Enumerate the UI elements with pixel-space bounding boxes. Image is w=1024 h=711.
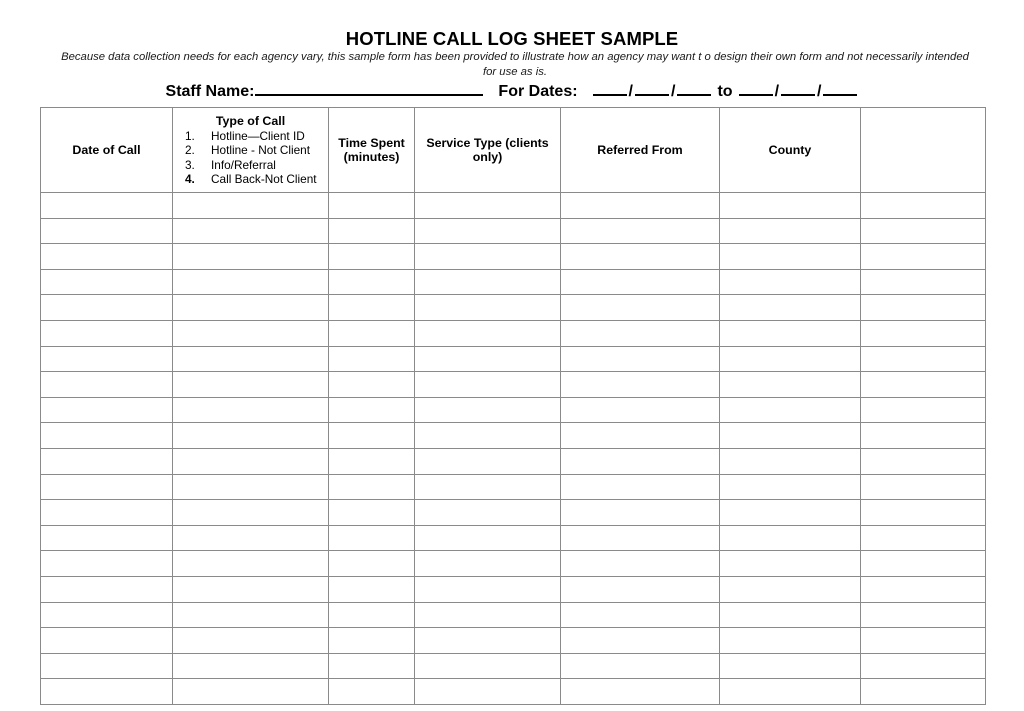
date-range-to-label: to: [717, 83, 733, 100]
column-header-blank: [861, 108, 986, 193]
table-cell-referred_from[interactable]: [561, 269, 720, 295]
type-of-call-option-4: [177, 172, 324, 186]
table-cell-date_of_call[interactable]: [41, 423, 173, 449]
table-cell-time_spent[interactable]: [329, 346, 415, 372]
table-cell-referred_from[interactable]: [561, 397, 720, 423]
date-separator: /: [774, 83, 780, 100]
table-cell-county[interactable]: [720, 628, 861, 654]
table-cell-date_of_call[interactable]: [41, 346, 173, 372]
table-cell-date_of_call[interactable]: [41, 551, 173, 577]
table-cell-date_of_call[interactable]: [41, 218, 173, 244]
page-title: HOTLINE CALL LOG SHEET SAMPLE: [345, 28, 679, 49]
staff-name-label: Staff Name:: [165, 83, 255, 100]
type-of-call-option-2: [177, 143, 324, 157]
table-cell-referred_from[interactable]: [561, 295, 720, 321]
column-header-date-of-call: [41, 108, 173, 193]
table-cell-date_of_call[interactable]: [41, 474, 173, 500]
table-cell-county[interactable]: [720, 295, 861, 321]
option-number: 4.: [185, 171, 195, 186]
date-to-year-input[interactable]: [823, 79, 857, 96]
call-log-table: [40, 107, 986, 705]
table-row: [41, 372, 986, 398]
option-label: Call Back-Not Client: [211, 171, 317, 186]
table-cell-service_type[interactable]: [415, 372, 561, 398]
table-cell-date_of_call[interactable]: [41, 269, 173, 295]
table-cell-service_type[interactable]: [415, 295, 561, 321]
table-cell-type_of_call[interactable]: [173, 628, 329, 654]
table-cell-type_of_call[interactable]: [173, 474, 329, 500]
table-cell-type_of_call[interactable]: [173, 372, 329, 398]
table-cell-date_of_call[interactable]: [41, 679, 173, 705]
table-body: [41, 193, 986, 705]
table-row: [41, 448, 986, 474]
column-header-time-spent: [329, 108, 415, 193]
table-cell-county[interactable]: [720, 244, 861, 270]
option-label: Hotline—Client ID: [211, 129, 305, 144]
table-cell-time_spent[interactable]: [329, 295, 415, 321]
table-cell-type_of_call[interactable]: [173, 448, 329, 474]
table-cell-referred_from[interactable]: [561, 320, 720, 346]
type-of-call-list: [177, 129, 324, 186]
table-cell-referred_from[interactable]: [561, 576, 720, 602]
table-row: [41, 551, 986, 577]
table-cell-service_type[interactable]: [415, 653, 561, 679]
staff-name-input[interactable]: [255, 79, 483, 96]
type-of-call-title: Type of Call: [215, 114, 286, 129]
table-cell-referred_from[interactable]: [561, 423, 720, 449]
table-row: [41, 397, 986, 423]
table-cell-referred_from[interactable]: [561, 346, 720, 372]
option-label: Info/Referral: [211, 157, 276, 172]
table-cell-service_type[interactable]: [415, 679, 561, 705]
for-dates-label: For Dates:: [498, 83, 578, 100]
table-cell-referred_from[interactable]: [561, 193, 720, 219]
table-cell-service_type[interactable]: [415, 397, 561, 423]
column-header-label: Date of Call: [72, 143, 141, 157]
table-row: [41, 193, 986, 219]
table-cell-time_spent[interactable]: [329, 525, 415, 551]
table-cell-time_spent[interactable]: [329, 576, 415, 602]
date-separator: /: [671, 83, 676, 100]
date-from-month-input[interactable]: [593, 79, 627, 96]
table-cell-service_type[interactable]: [415, 576, 561, 602]
table-cell-type_of_call[interactable]: [173, 551, 329, 577]
table-cell-blank[interactable]: [861, 679, 986, 705]
table-cell-service_type[interactable]: [415, 423, 561, 449]
table-cell-type_of_call[interactable]: [173, 653, 329, 679]
table-cell-type_of_call[interactable]: [173, 525, 329, 551]
table-cell-county[interactable]: [720, 474, 861, 500]
table-cell-service_type[interactable]: [415, 474, 561, 500]
table-cell-county[interactable]: [720, 269, 861, 295]
table-cell-blank[interactable]: [861, 193, 986, 219]
table-cell-type_of_call[interactable]: [173, 423, 329, 449]
table-cell-service_type[interactable]: [415, 602, 561, 628]
table-cell-referred_from[interactable]: [561, 474, 720, 500]
table-cell-time_spent[interactable]: [329, 218, 415, 244]
table-cell-blank[interactable]: [861, 218, 986, 244]
date-to-month-input[interactable]: [739, 79, 773, 96]
table-cell-type_of_call[interactable]: [173, 346, 329, 372]
table-cell-blank[interactable]: [861, 346, 986, 372]
table-cell-referred_from[interactable]: [561, 448, 720, 474]
table-cell-county[interactable]: [720, 576, 861, 602]
column-header-line-1: Service Type (clients: [426, 136, 549, 150]
table-cell-type_of_call[interactable]: [173, 602, 329, 628]
table-cell-service_type[interactable]: [415, 448, 561, 474]
table-row: [41, 346, 986, 372]
table-cell-referred_from[interactable]: [561, 679, 720, 705]
date-separator: /: [628, 83, 633, 100]
table-cell-referred_from[interactable]: [561, 628, 720, 654]
column-header-label: [329, 136, 414, 164]
table-row: [41, 628, 986, 654]
column-header-label: Referred From: [597, 143, 683, 157]
table-cell-date_of_call[interactable]: [41, 653, 173, 679]
column-header-line-1: Time Spent: [338, 136, 405, 150]
option-number: 3.: [185, 157, 195, 172]
column-header-line-2: (minutes): [343, 150, 400, 164]
table-cell-time_spent[interactable]: [329, 193, 415, 219]
table-cell-county[interactable]: [720, 346, 861, 372]
table-cell-referred_from[interactable]: [561, 500, 720, 526]
table-cell-blank[interactable]: [861, 372, 986, 398]
table-row: [41, 474, 986, 500]
table-cell-county[interactable]: [720, 500, 861, 526]
table-cell-type_of_call[interactable]: [173, 244, 329, 270]
table-cell-type_of_call[interactable]: [173, 500, 329, 526]
table-cell-time_spent[interactable]: [329, 602, 415, 628]
table-cell-service_type[interactable]: [415, 525, 561, 551]
table-cell-date_of_call[interactable]: [41, 397, 173, 423]
date-from-day-input[interactable]: [635, 79, 669, 96]
table-cell-referred_from[interactable]: [561, 602, 720, 628]
table-cell-time_spent[interactable]: [329, 397, 415, 423]
table-cell-service_type[interactable]: [415, 628, 561, 654]
table-cell-blank[interactable]: [861, 628, 986, 654]
table-cell-time_spent[interactable]: [329, 500, 415, 526]
table-cell-blank[interactable]: [861, 474, 986, 500]
date-to-day-input[interactable]: [781, 79, 815, 96]
column-header-referred-from: [561, 108, 720, 193]
option-number: 1.: [185, 129, 195, 144]
table-cell-county[interactable]: [720, 397, 861, 423]
option-number: 2.: [185, 143, 195, 158]
document-subtitle: Because data collection needs for each agency vary, this sample form has been provided to illustrate how an agency may want t o design their own form and not necessarily intended for use as is.: [61, 51, 969, 78]
table-row: [41, 679, 986, 705]
table-cell-blank[interactable]: [861, 602, 986, 628]
table-row: [41, 602, 986, 628]
table-header-row: [41, 108, 986, 193]
table-cell-county[interactable]: [720, 423, 861, 449]
table-cell-service_type[interactable]: [415, 551, 561, 577]
table-cell-blank[interactable]: [861, 551, 986, 577]
table-cell-referred_from[interactable]: [561, 244, 720, 270]
type-of-call-option-3: [177, 158, 324, 172]
table-cell-referred_from[interactable]: [561, 551, 720, 577]
type-of-call-option-1: [177, 129, 324, 143]
table-row: [41, 320, 986, 346]
table-cell-type_of_call[interactable]: [173, 397, 329, 423]
column-header-label: [415, 136, 560, 164]
table-cell-blank[interactable]: [861, 295, 986, 321]
table-cell-county[interactable]: [720, 448, 861, 474]
type-of-call-block: [173, 110, 328, 190]
table-cell-county[interactable]: [720, 218, 861, 244]
table-cell-service_type[interactable]: [415, 218, 561, 244]
table-cell-county[interactable]: [720, 193, 861, 219]
table-cell-blank[interactable]: [861, 269, 986, 295]
table-cell-county[interactable]: [720, 602, 861, 628]
date-separator: /: [817, 83, 822, 100]
table-header: [41, 108, 986, 193]
table-cell-time_spent[interactable]: [329, 474, 415, 500]
table-cell-date_of_call[interactable]: [41, 602, 173, 628]
table-cell-date_of_call[interactable]: [41, 372, 173, 398]
column-header-service-type: [415, 108, 561, 193]
column-header-type-of-call: [173, 108, 329, 193]
table-cell-time_spent[interactable]: [329, 628, 415, 654]
table-row: [41, 576, 986, 602]
table-cell-date_of_call[interactable]: [41, 628, 173, 654]
table-cell-blank[interactable]: [861, 500, 986, 526]
table-cell-service_type[interactable]: [415, 244, 561, 270]
table-cell-time_spent[interactable]: [329, 244, 415, 270]
table-cell-county[interactable]: [720, 525, 861, 551]
table-cell-blank[interactable]: [861, 448, 986, 474]
table-cell-county[interactable]: [720, 551, 861, 577]
table-cell-type_of_call[interactable]: [173, 269, 329, 295]
table-cell-service_type[interactable]: [415, 320, 561, 346]
table-cell-service_type[interactable]: [415, 346, 561, 372]
table-cell-blank[interactable]: [861, 397, 986, 423]
table-cell-blank[interactable]: [861, 576, 986, 602]
table-cell-referred_from[interactable]: [561, 218, 720, 244]
table-cell-blank[interactable]: [861, 653, 986, 679]
table-cell-blank[interactable]: [861, 320, 986, 346]
table-cell-time_spent[interactable]: [329, 551, 415, 577]
column-header-county: [720, 108, 861, 193]
table-cell-referred_from[interactable]: [561, 372, 720, 398]
table-cell-date_of_call[interactable]: [41, 448, 173, 474]
table-cell-date_of_call[interactable]: [41, 295, 173, 321]
table-cell-type_of_call[interactable]: [173, 320, 329, 346]
table-cell-blank[interactable]: [861, 423, 986, 449]
table-row: [41, 295, 986, 321]
date-from-year-input[interactable]: [677, 79, 711, 96]
table-cell-type_of_call[interactable]: [173, 576, 329, 602]
table-cell-time_spent[interactable]: [329, 679, 415, 705]
table-cell-service_type[interactable]: [415, 193, 561, 219]
table-cell-date_of_call[interactable]: [41, 576, 173, 602]
table-cell-type_of_call[interactable]: [173, 218, 329, 244]
table-cell-service_type[interactable]: [415, 269, 561, 295]
table-cell-time_spent[interactable]: [329, 448, 415, 474]
table-cell-time_spent[interactable]: [329, 423, 415, 449]
table-row: [41, 500, 986, 526]
table-cell-county[interactable]: [720, 372, 861, 398]
table-cell-blank[interactable]: [861, 244, 986, 270]
table-cell-type_of_call[interactable]: [173, 679, 329, 705]
table-cell-type_of_call[interactable]: [173, 295, 329, 321]
table-cell-county[interactable]: [720, 679, 861, 705]
table-cell-blank[interactable]: [861, 525, 986, 551]
table-cell-county[interactable]: [720, 320, 861, 346]
table-row: [41, 423, 986, 449]
table-cell-service_type[interactable]: [415, 500, 561, 526]
table-cell-date_of_call[interactable]: [41, 500, 173, 526]
table-cell-date_of_call[interactable]: [41, 525, 173, 551]
table-cell-county[interactable]: [720, 653, 861, 679]
table-cell-time_spent[interactable]: [329, 372, 415, 398]
table-row: [41, 525, 986, 551]
table-cell-date_of_call[interactable]: [41, 320, 173, 346]
table-cell-date_of_call[interactable]: [41, 244, 173, 270]
form-header-line: [0, 79, 1024, 101]
table-row: [41, 244, 986, 270]
table-row: [41, 218, 986, 244]
table-cell-referred_from[interactable]: [561, 525, 720, 551]
table-cell-time_spent[interactable]: [329, 269, 415, 295]
table-cell-date_of_call[interactable]: [41, 193, 173, 219]
table-cell-referred_from[interactable]: [561, 653, 720, 679]
table-cell-type_of_call[interactable]: [173, 193, 329, 219]
table-cell-time_spent[interactable]: [329, 653, 415, 679]
column-header-label: County: [768, 143, 812, 157]
column-header-line-2: only): [472, 150, 503, 164]
table-row: [41, 653, 986, 679]
table-cell-time_spent[interactable]: [329, 320, 415, 346]
option-label: Hotline - Not Client: [211, 143, 311, 158]
table-row: [41, 269, 986, 295]
